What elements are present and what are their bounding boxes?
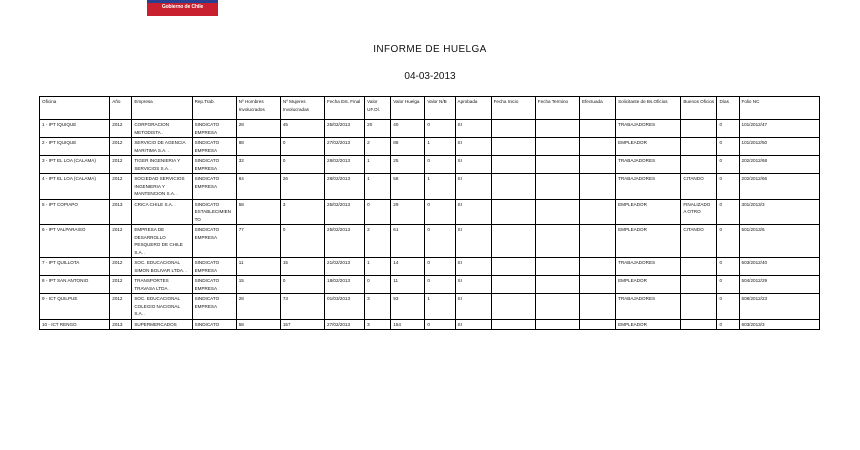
table-cell: SI bbox=[455, 156, 491, 174]
table-cell: 11 bbox=[236, 258, 280, 276]
table-cell: 1 bbox=[425, 138, 455, 156]
table-cell: 2012 bbox=[110, 120, 132, 138]
table-cell bbox=[535, 276, 579, 294]
column-header: Rep.Trab. bbox=[192, 97, 236, 120]
table-cell: 26 bbox=[280, 174, 324, 200]
table-cell: 29 bbox=[391, 199, 425, 225]
column-header: Año bbox=[110, 97, 132, 120]
table-cell: CRICA CHILE S.A. . bbox=[132, 199, 192, 225]
table-cell bbox=[491, 258, 535, 276]
table-cell: 40 bbox=[391, 120, 425, 138]
table-cell: 0 bbox=[717, 294, 739, 320]
table-cell: 61 bbox=[391, 225, 425, 258]
table-cell: 84 bbox=[236, 174, 280, 200]
table-cell bbox=[579, 199, 615, 225]
table-row bbox=[40, 319, 820, 330]
table-cell: 4 - IPT EL LOA (CALAMA) bbox=[40, 174, 110, 200]
table-cell: SINDICATO EMPRESA bbox=[192, 174, 236, 200]
table-cell: SUPERMERCADOS bbox=[132, 319, 192, 330]
table-cell: 0 bbox=[717, 276, 739, 294]
table-cell: 9 - ICT QUILPUE bbox=[40, 294, 110, 320]
table-cell bbox=[681, 156, 717, 174]
table-cell: SOCIEDAD SERVICIOS INGENIERIA Y MANTENCION S.A. . bbox=[132, 174, 192, 200]
table-cell bbox=[535, 138, 579, 156]
table-cell: 3 bbox=[365, 294, 391, 320]
table-cell: 88 bbox=[391, 138, 425, 156]
table-body bbox=[40, 120, 820, 330]
table-cell: 27/02/2013 bbox=[325, 319, 365, 330]
column-header: Valor N/B bbox=[425, 97, 455, 120]
table-cell bbox=[579, 120, 615, 138]
table-cell: 7 - IPT QUILLOTA bbox=[40, 258, 110, 276]
table-cell bbox=[681, 294, 717, 320]
table-cell: 0 bbox=[425, 156, 455, 174]
table-cell: 0 bbox=[425, 319, 455, 330]
table-cell: SI bbox=[455, 225, 491, 258]
table-cell: 603/2013/3 bbox=[739, 319, 819, 330]
table-cell: SI bbox=[455, 276, 491, 294]
table-cell: 0 bbox=[425, 120, 455, 138]
table-cell bbox=[491, 225, 535, 258]
table-cell: SINDICATO EMPRESA bbox=[192, 294, 236, 320]
table-cell: SINDICATO EMPRESA bbox=[192, 120, 236, 138]
column-header: Buenos Oficios bbox=[681, 97, 717, 120]
table-cell bbox=[681, 276, 717, 294]
table-cell: 8 - IPT SAN ANTONIO bbox=[40, 276, 110, 294]
table-cell: 1 bbox=[425, 294, 455, 320]
table-cell bbox=[491, 199, 535, 225]
column-header: Oficina bbox=[40, 97, 110, 120]
table-cell: 20 bbox=[365, 120, 391, 138]
table-cell: TRABAJADORES bbox=[616, 294, 681, 320]
column-header: Efectuada bbox=[579, 97, 615, 120]
table-cell: 58 bbox=[236, 319, 280, 330]
table-cell: TIGER INGENIERIA Y SERVICIOS S.A. . bbox=[132, 156, 192, 174]
table-cell: 28/02/2013 bbox=[325, 174, 365, 200]
table-cell: 2 - IPT IQUIQUE bbox=[40, 138, 110, 156]
table-cell bbox=[579, 138, 615, 156]
table-cell: EMPLEADOR bbox=[616, 199, 681, 225]
table-cell: 45 bbox=[280, 120, 324, 138]
table-cell: 0 bbox=[425, 225, 455, 258]
table-cell bbox=[579, 156, 615, 174]
table-cell: EMPRESA DE DESARROLLO PESQUERO DE CHILE S.A. . bbox=[132, 225, 192, 258]
table-cell: 0 bbox=[717, 225, 739, 258]
table-cell bbox=[491, 294, 535, 320]
table-cell: 2012 bbox=[110, 225, 132, 258]
column-header: Nº Mujeres Involucradas bbox=[280, 97, 324, 120]
table-row bbox=[40, 120, 820, 138]
table-cell: TRABAJADORES bbox=[616, 258, 681, 276]
table-cell: 1 bbox=[365, 156, 391, 174]
table-cell: 6 - IPT VALPARAISO bbox=[40, 225, 110, 258]
table-cell: 1 bbox=[365, 174, 391, 200]
table-cell: 15 bbox=[236, 276, 280, 294]
column-header: Folio NC bbox=[739, 97, 819, 120]
table-cell: EMPLEADOR bbox=[616, 319, 681, 330]
table-cell: 15 bbox=[280, 258, 324, 276]
table-cell bbox=[579, 225, 615, 258]
table-cell: 0 bbox=[717, 120, 739, 138]
table-cell: 25 bbox=[391, 156, 425, 174]
table-cell bbox=[491, 174, 535, 200]
table-cell: 503/2012/40 bbox=[739, 258, 819, 276]
column-header: Empresa bbox=[132, 97, 192, 120]
table-cell: SOC. EDUCACIONAL COLEGIO NACIONAL S.A. . bbox=[132, 294, 192, 320]
table-cell: 0 bbox=[280, 276, 324, 294]
table-cell: SI bbox=[455, 294, 491, 320]
table-cell: 3 bbox=[280, 199, 324, 225]
table-row bbox=[40, 156, 820, 174]
table-cell: 2013 bbox=[110, 319, 132, 330]
table-cell: SINDICATO EMPRESA bbox=[192, 138, 236, 156]
table-cell: 77 bbox=[236, 225, 280, 258]
table-cell bbox=[535, 174, 579, 200]
table-cell: SINDICATO EMPRESA bbox=[192, 276, 236, 294]
table-cell: 2 bbox=[365, 225, 391, 258]
table-cell: TRANSPORTES TRAVASA LTDA . bbox=[132, 276, 192, 294]
table-cell: 202/2012/68 bbox=[739, 156, 819, 174]
table-cell: 0 bbox=[425, 258, 455, 276]
column-header: Aprobada bbox=[455, 97, 491, 120]
table-cell bbox=[491, 138, 535, 156]
table-cell: 0 bbox=[425, 276, 455, 294]
table-cell: 14 bbox=[391, 258, 425, 276]
table-cell: 2 bbox=[365, 138, 391, 156]
table-cell: SI bbox=[455, 174, 491, 200]
table-cell: CITANDO bbox=[681, 174, 717, 200]
table-cell: SINDICATO EMPRESA bbox=[192, 156, 236, 174]
report-date: 04-03-2013 bbox=[404, 71, 456, 82]
table-cell: 2012 bbox=[110, 138, 132, 156]
table-cell: SI bbox=[455, 120, 491, 138]
table-cell: EMPLEADOR bbox=[616, 138, 681, 156]
table-cell: 18/02/2013 bbox=[325, 276, 365, 294]
table-cell: 93 bbox=[391, 294, 425, 320]
table-cell: 88 bbox=[236, 138, 280, 156]
table-cell: EMPLEADOR bbox=[616, 225, 681, 258]
table-row bbox=[40, 225, 820, 258]
table-cell: 0 bbox=[280, 156, 324, 174]
table-cell bbox=[579, 294, 615, 320]
table-cell: SINDICATO EMPRESA bbox=[192, 225, 236, 258]
table-cell: 101/2012/50 bbox=[739, 138, 819, 156]
table-cell: 101/2012/47 bbox=[739, 120, 819, 138]
table-cell bbox=[681, 120, 717, 138]
column-header: Valor UF.Ol. bbox=[365, 97, 391, 120]
column-header: Valor Huelga bbox=[391, 97, 425, 120]
table-cell: 27/02/2013 bbox=[325, 138, 365, 156]
table-cell bbox=[535, 156, 579, 174]
table-cell: 0 bbox=[717, 258, 739, 276]
table-cell: SI bbox=[455, 258, 491, 276]
table-cell bbox=[535, 319, 579, 330]
table-cell: 10 - ICT RENGO bbox=[40, 319, 110, 330]
table-cell: 28 bbox=[236, 120, 280, 138]
table-cell: 0 bbox=[717, 174, 739, 200]
column-header: Fecha Est. Final bbox=[325, 97, 365, 120]
table-cell bbox=[579, 319, 615, 330]
table-cell bbox=[535, 199, 579, 225]
table-row bbox=[40, 138, 820, 156]
table-cell: 504/2012/29 bbox=[739, 276, 819, 294]
table-row bbox=[40, 258, 820, 276]
table-cell bbox=[491, 156, 535, 174]
column-header: Solicitante de Bs.Oficios bbox=[616, 97, 681, 120]
government-logo bbox=[147, 0, 218, 16]
table-cell: 0 bbox=[365, 199, 391, 225]
table-cell: 1 bbox=[425, 174, 455, 200]
table-cell bbox=[535, 225, 579, 258]
table-cell: 3 - IPT EL LOA (CALAMA) bbox=[40, 156, 110, 174]
table-cell: 154 bbox=[391, 319, 425, 330]
table-cell: 1 bbox=[365, 258, 391, 276]
table-cell: SINDICATO bbox=[192, 319, 236, 330]
table-cell: TRABAJADORES bbox=[616, 120, 681, 138]
report-title: INFORME DE HUELGA bbox=[373, 44, 487, 55]
table-cell: SINDICATO ESTABLECIMIENTO bbox=[192, 199, 236, 225]
table-cell: TRABAJADORES bbox=[616, 174, 681, 200]
table-cell bbox=[579, 258, 615, 276]
table-cell: SERVICIO DE AGENCIA MARITIMA S.A. . bbox=[132, 138, 192, 156]
table-cell: 2012 bbox=[110, 156, 132, 174]
column-header: Nº Hombres Involucrados bbox=[236, 97, 280, 120]
table-cell bbox=[579, 276, 615, 294]
table-cell: 1 - IPT IQUIQUE bbox=[40, 120, 110, 138]
table-cell: SI bbox=[455, 319, 491, 330]
strike-report-table bbox=[39, 96, 820, 330]
table-row bbox=[40, 276, 820, 294]
column-header: Fecha Termino bbox=[535, 97, 579, 120]
table-cell: 501/2013/6 bbox=[739, 225, 819, 258]
table-cell: 0 bbox=[717, 138, 739, 156]
table-cell: 21/02/2013 bbox=[325, 258, 365, 276]
table-cell: CITANDO bbox=[681, 225, 717, 258]
table-cell: 28 bbox=[236, 294, 280, 320]
table-cell bbox=[681, 138, 717, 156]
table-cell bbox=[681, 319, 717, 330]
table-cell: 25/02/2013 bbox=[325, 199, 365, 225]
table-cell: FINALIZADO A OTRO bbox=[681, 199, 717, 225]
table-cell: 5 - IPT COPIAPO bbox=[40, 199, 110, 225]
table-cell bbox=[491, 276, 535, 294]
table-cell: 508/2012/23 bbox=[739, 294, 819, 320]
table-cell: 32 bbox=[236, 156, 280, 174]
table-cell bbox=[491, 319, 535, 330]
table-cell: 28/02/2013 bbox=[325, 156, 365, 174]
table-cell: 3 bbox=[365, 319, 391, 330]
table-cell bbox=[535, 258, 579, 276]
table-cell: 301/2013/3 bbox=[739, 199, 819, 225]
table-cell: 58 bbox=[236, 199, 280, 225]
table-cell: SI bbox=[455, 199, 491, 225]
table-cell: 0 bbox=[717, 156, 739, 174]
table-cell bbox=[535, 294, 579, 320]
table-cell: 58 bbox=[391, 174, 425, 200]
column-header: Fecha Inicio bbox=[491, 97, 535, 120]
table-cell: CORPORACION METODISTA . bbox=[132, 120, 192, 138]
table-header-row bbox=[40, 97, 820, 120]
table-cell: 2012 bbox=[110, 258, 132, 276]
table-cell bbox=[579, 174, 615, 200]
table-cell: 73 bbox=[280, 294, 324, 320]
table-cell: 25/02/2013 bbox=[325, 120, 365, 138]
table-cell: 11 bbox=[391, 276, 425, 294]
table-cell: 202/2012/66 bbox=[739, 174, 819, 200]
table-cell: 2013 bbox=[110, 199, 132, 225]
table-cell: 0 bbox=[280, 138, 324, 156]
table-row bbox=[40, 199, 820, 225]
table-cell: SOC. EDUCACIONAL SIMON BOLIVAR LTDA. . bbox=[132, 258, 192, 276]
column-header: Días bbox=[717, 97, 739, 120]
table-cell: EMPLEADOR bbox=[616, 276, 681, 294]
table-cell: SINDICATO EMPRESA bbox=[192, 258, 236, 276]
table-cell bbox=[681, 258, 717, 276]
table-cell bbox=[535, 120, 579, 138]
table-cell: 0 bbox=[365, 276, 391, 294]
table-cell: 25/02/2013 bbox=[325, 225, 365, 258]
table-cell: SI bbox=[455, 138, 491, 156]
table-cell: 01/03/2013 bbox=[325, 294, 365, 320]
table-cell: 0 bbox=[717, 319, 739, 330]
table-cell: 2012 bbox=[110, 294, 132, 320]
table-cell: 0 bbox=[717, 199, 739, 225]
table-cell: 2012 bbox=[110, 174, 132, 200]
table-row bbox=[40, 174, 820, 200]
table-row bbox=[40, 294, 820, 320]
table-cell bbox=[491, 120, 535, 138]
table-cell: 157 bbox=[280, 319, 324, 330]
table-cell: TRABAJADORES bbox=[616, 156, 681, 174]
table-cell: 0 bbox=[280, 225, 324, 258]
table-cell: 2012 bbox=[110, 276, 132, 294]
table-cell: 0 bbox=[425, 199, 455, 225]
logo-text: Gobierno de Chile bbox=[161, 4, 204, 10]
